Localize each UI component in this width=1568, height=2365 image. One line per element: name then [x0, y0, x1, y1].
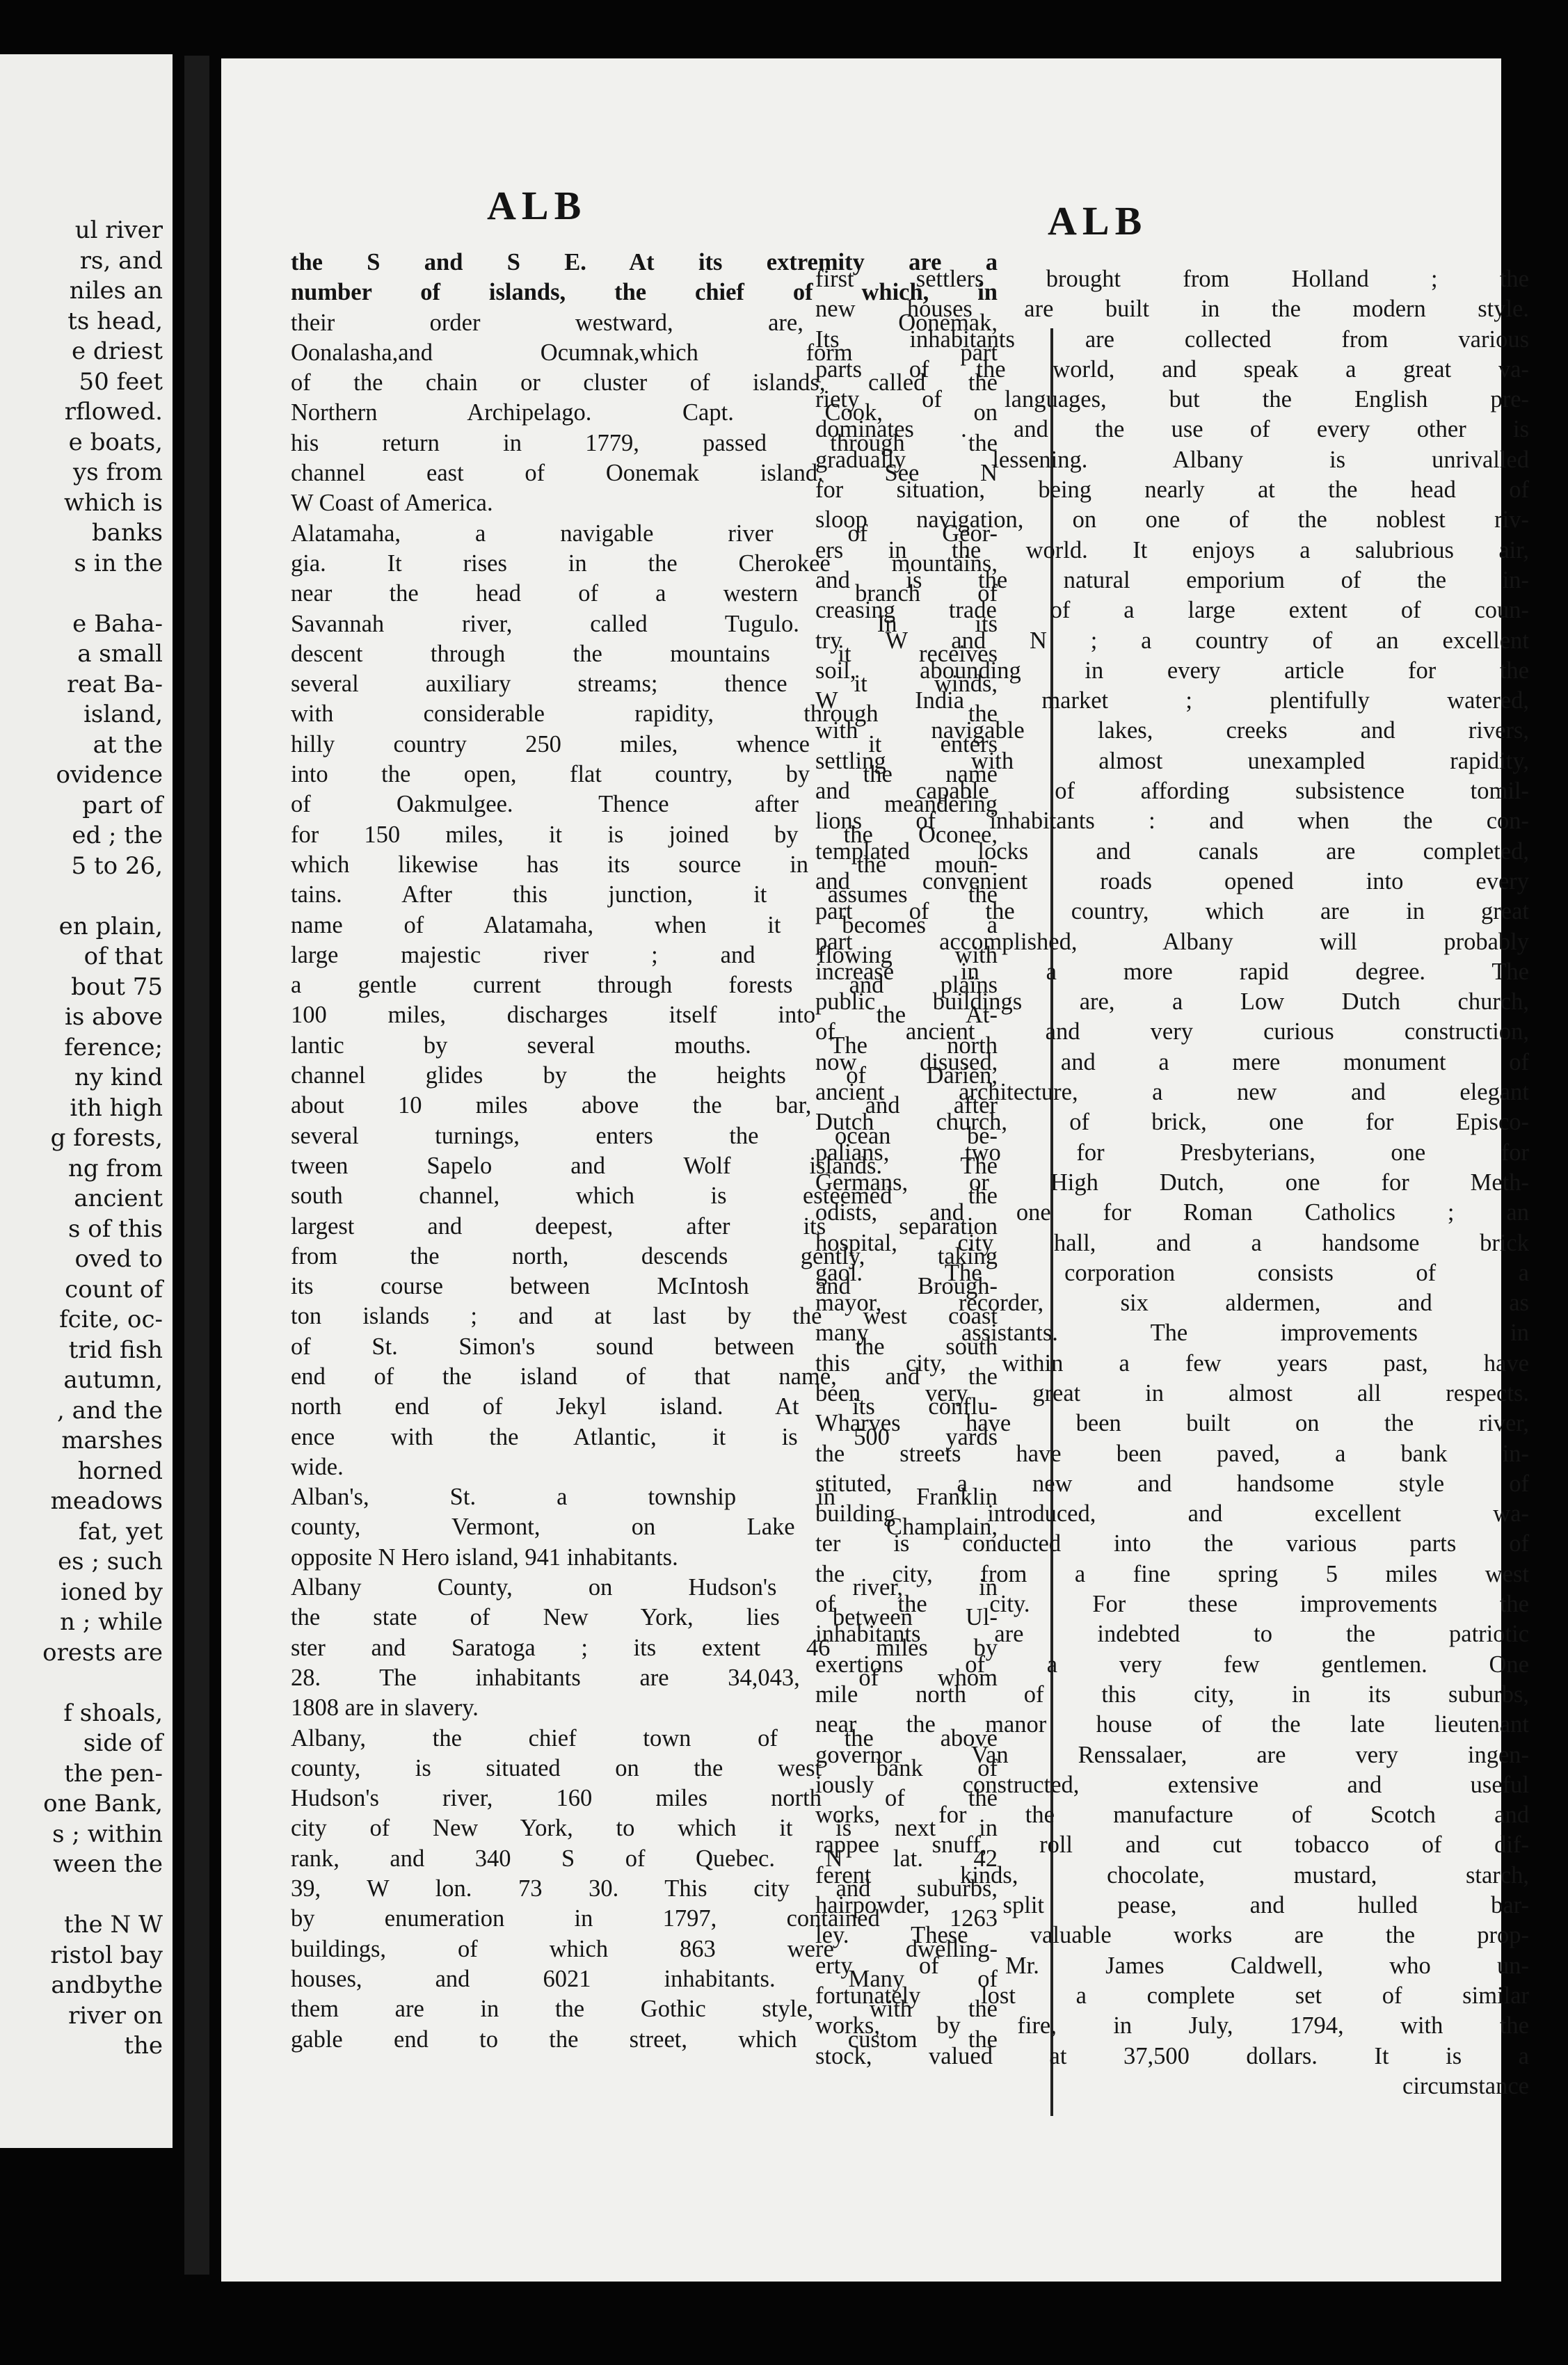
text-line: ton islands ; and at last by the west coast [291, 1303, 998, 1330]
fragment-line: ny kind [74, 1064, 163, 1091]
text-line: with considerable rapidity, through the [291, 700, 998, 728]
text-line: building introduced, and excellent wa- [815, 1500, 1529, 1528]
fragment-line: g forests, [50, 1124, 163, 1152]
text-line: first settlers brought from Holland ; the [815, 266, 1529, 292]
fragment-line: e boats, [68, 428, 163, 456]
text-line: hilly country 250 miles, whence it enters [291, 730, 998, 757]
text-line: large majestic river ; and flowing with [291, 941, 998, 968]
fragment-line: n ; while [60, 1608, 163, 1636]
text-line: exertions of a very few gentlemen. One [815, 1651, 1529, 1678]
text-line: channel east of Oonemak island. See N [291, 460, 998, 487]
text-line: his return in 1779, passed through the [291, 429, 998, 456]
text-line: public buildings are, a Low Dutch church, [815, 988, 1529, 1016]
text-line: part accomplished, Albany will probably [815, 928, 1529, 955]
text-line: and is the natural emporium of the in- [815, 566, 1529, 593]
text-line: of ancient and very curious construction, [815, 1018, 1529, 1045]
text-line: mile north of this city, in its suburbs, [815, 1681, 1529, 1708]
text-line: Alatamaha, a navigable river of Geor- [291, 520, 998, 547]
fragment-line: meadows [50, 1487, 163, 1515]
fragment-line: ovidence [56, 761, 163, 789]
text-line: near the head of a western branch of [291, 580, 998, 607]
fragment-line: ul river [74, 216, 163, 244]
fragment-line: the N W [64, 1911, 163, 1939]
text-line: buildings, of which 863 were dwelling- [291, 1935, 998, 1962]
text-line: number of islands, the chief of which, in [291, 279, 998, 306]
left-page-text [0, 216, 163, 2062]
text-line: ancient architecture, a new and elegant [815, 1079, 1529, 1106]
fragment-line: rflowed. [64, 398, 163, 426]
text-line: the state of New York, lies between Ul- [291, 1604, 998, 1631]
text-line: Germans, or High Dutch, one for Meth- [815, 1169, 1529, 1196]
text-line: Alban's, St. a township in Franklin [291, 1484, 998, 1511]
text-line: Hudson's river, 160 miles north of the [291, 1785, 998, 1812]
right-text-column [815, 264, 1529, 2101]
text-line: for situation, being nearly at the head of [815, 476, 1529, 504]
text-line: 28. The inhabitants are 34,043, of whom [291, 1664, 998, 1691]
text-line: 39, W lon. 73 30. This city and suburbs, [291, 1875, 998, 1902]
text-line: descent through the mountains it receives [291, 640, 998, 667]
fragment-line: a small [77, 640, 163, 668]
fragment-line: ys from [72, 458, 163, 486]
text-line: of the chain or cluster of islands, called the [291, 369, 998, 396]
text-line: wide. [291, 1453, 344, 1480]
text-line: county, Vermont, on Lake Champlain, [291, 1514, 998, 1541]
text-line: governor Van Renssalaer, are very ingen- [815, 1741, 1529, 1768]
text-line: dominates . and the use of every other is [815, 416, 1529, 443]
text-line: houses, and 6021 inhabitants. Many of [291, 1965, 998, 1992]
fragment-line: which is [64, 488, 163, 517]
text-line: this city, within a few years past, have [815, 1349, 1529, 1377]
text-line: end of the island of that name, and the [291, 1363, 998, 1390]
text-line: part of the country, which are in great [815, 898, 1529, 925]
fragment-line: fcite, oc- [59, 1306, 163, 1333]
fragment-line: of that [83, 943, 163, 970]
text-line: of the city. For these improvements the [815, 1591, 1529, 1618]
text-line: try W and N ; a country of an excellent [815, 627, 1529, 654]
fragment-line: rs, and [79, 246, 163, 275]
text-line: mayor, recorder, six aldermen, and as [815, 1290, 1529, 1317]
text-line: now disused, and a mere monument of [815, 1048, 1529, 1075]
text-line: lantic by several mouths. The north [291, 1032, 998, 1059]
text-line: new houses are built in the modern style. [815, 296, 1529, 323]
text-line: largest and deepest, after its separation [291, 1212, 998, 1240]
running-header-right: ALB [1048, 198, 1148, 243]
running-header-left: ALB [487, 183, 587, 228]
text-line: with navigable lakes, creeks and rivers, [815, 717, 1529, 744]
text-line: Albany, the chief town of the above [291, 1724, 998, 1751]
fragment-line: 5 to 26, [71, 851, 163, 880]
fragment-line [0, 1668, 163, 1699]
fragment-line: part of [82, 791, 163, 819]
fragment-line: andbythe [51, 1971, 163, 1999]
text-line: hairpowder, split pease, and hulled bar- [815, 1892, 1529, 1919]
text-line: by enumeration in 1797, contained 1263 [291, 1905, 998, 1932]
text-line: south channel, which is esteemed the [291, 1182, 998, 1210]
book-gutter [184, 56, 209, 2275]
fragment-line: ancient [74, 1185, 163, 1212]
fragment-line [0, 881, 163, 912]
text-line: tween Sapelo and Wolf islands. The [291, 1152, 998, 1179]
fragment-line: one Bank, [43, 1790, 163, 1818]
fragment-line: banks [92, 519, 163, 547]
text-line: erty of Mr. James Caldwell, who un- [815, 1952, 1529, 1979]
text-line: W Coast of America. [291, 490, 493, 517]
fragment-line: ts head, [67, 307, 163, 335]
text-line: hospital, city hall, and a handsome brick [815, 1229, 1529, 1256]
text-line: a gentle current through forests and plains [291, 972, 998, 999]
text-line: the city, from a fine spring 5 miles west [815, 1560, 1529, 1587]
fragment-line: f shoals, [63, 1699, 163, 1727]
text-line: stock, valued at 37,500 dollars. It is a [815, 2042, 1529, 2069]
left-page-fragment [0, 54, 173, 2148]
text-line: gaol. The corporation consists of a [815, 1259, 1529, 1286]
fragment-line: s in the [74, 549, 163, 577]
text-line: 100 miles, discharges itself into the At- [291, 1002, 998, 1029]
text-line: Northern Archipelago. Capt. Cook, on [291, 399, 998, 426]
fragment-line: en plain, [58, 912, 163, 940]
fragment-line: niles an [69, 277, 163, 305]
text-line: north end of Jekyl island. At its conflu- [291, 1393, 998, 1420]
text-line: been very great in almost all respects. [815, 1379, 1529, 1406]
text-line: ter is conducted into the various parts of [815, 1530, 1529, 1557]
fragment-line: e driest [71, 337, 163, 365]
fragment-line: e Baha- [72, 609, 163, 638]
text-line: near the manor house of the late lieutenant [815, 1711, 1529, 1738]
text-line: gradually lessening. Albany is unrivalled [815, 446, 1529, 473]
text-line: about 10 miles above the bar, and after [291, 1092, 998, 1119]
fragment-line: count of [65, 1275, 163, 1304]
text-line: soil, abounding in every article for the [815, 657, 1529, 684]
fragment-line: trid fish [68, 1336, 163, 1364]
text-line: opposite N Hero island, 941 inhabitants. [291, 1544, 678, 1571]
text-line: them are in the Gothic style, with the [291, 1996, 998, 2023]
text-line: their order westward, are, Oonemak, [291, 309, 998, 336]
fragment-line: autumn, [63, 1366, 163, 1394]
text-line: Oonalasha,and Ocumnak,which form part [291, 339, 998, 366]
fragment-line: side of [83, 1729, 163, 1757]
text-line: of St. Simon's sound between the south [291, 1333, 998, 1360]
text-line: stituted, a new and handsome style of [815, 1470, 1529, 1497]
fragment-line: oved to [74, 1245, 163, 1273]
fragment-line: at the [93, 730, 163, 759]
fragment-line: es ; such [58, 1548, 163, 1576]
text-line: into the open, flat country, by the name [291, 761, 998, 788]
text-line: and capable of affording subsistence tomil- [815, 778, 1529, 805]
fragment-line: s ; within [52, 1820, 163, 1848]
text-line: W India market ; plentifully watered, [815, 687, 1529, 714]
main-page [221, 58, 1529, 2282]
fragment-line: the [124, 2032, 163, 2060]
fragment-line [0, 579, 163, 609]
text-line: its course between McIntosh and Brough- [291, 1273, 998, 1300]
text-line: ley. These valuable works are the prop- [815, 1922, 1529, 1949]
text-line: Wharves have been built on the river, [815, 1410, 1529, 1437]
fragment-line: ed ; the [72, 821, 163, 849]
text-line: 1808 are in slavery. [291, 1694, 479, 1722]
fragment-line: ith high [70, 1093, 163, 1122]
text-line: Its inhabitants are collected from various [815, 326, 1529, 353]
fragment-line: river on [68, 2001, 163, 2030]
text-line: templated locks and canals are completed, [815, 837, 1529, 865]
text-line: Savannah river, called Tugulo. In its [291, 610, 998, 637]
text-line: and convenient roads opened into every [815, 867, 1529, 895]
fragment-line: is above [65, 1003, 163, 1031]
fragment-line: , and the [56, 1396, 163, 1425]
text-line: parts of the world, and speak a great va- [815, 355, 1529, 383]
fragment-line: bout 75 [71, 972, 163, 1001]
text-line: lions of inhabitants : and when the con- [815, 808, 1529, 835]
text-line: Dutch church, of brick, one for Episco- [815, 1109, 1529, 1136]
text-line: settling with almost unexampled rapidity, [815, 747, 1529, 774]
text-line: odists, and one for Roman Catholics ; an [815, 1199, 1529, 1226]
text-line: works, for the manufacture of Scotch and [815, 1802, 1529, 1829]
text-line: of Oakmulgee. Thence after meandering [291, 791, 998, 818]
text-line: circumstance [1402, 2072, 1529, 2099]
fragment-line [0, 1880, 163, 1911]
text-line: gia. It rises in the Cherokee mountains, [291, 550, 998, 577]
text-line: iously constructed, extensive and useful [815, 1771, 1529, 1798]
text-line: several auxiliary streams; thence it winds, [291, 671, 998, 698]
text-line: Albany County, on Hudson's river, in [291, 1574, 998, 1601]
text-line: tains. After this junction, it assumes the [291, 881, 998, 908]
fragment-line: the pen- [64, 1759, 163, 1788]
text-line: sloop navigation, on one of the noblest riv- [815, 506, 1529, 534]
text-line: the streets have been paved, a bank in- [815, 1440, 1529, 1467]
text-line: ferent kinds, chocolate, mustard, starch, [815, 1861, 1529, 1889]
text-line: ster and Saratoga ; its extent 46 miles by [291, 1634, 998, 1661]
fragment-line: s of this [68, 1214, 163, 1243]
text-line: city of New York, to which it is next in [291, 1815, 998, 1842]
text-line: many assistants. The improvements in [815, 1320, 1529, 1347]
text-line: creasing trade of a large extent of coun- [815, 597, 1529, 624]
text-line: palians, two for Presbyterians, one for [815, 1139, 1529, 1166]
text-line: gable end to the street, which custom the [291, 2026, 998, 2053]
text-line: works, by fire, in July, 1794, with the [815, 2012, 1529, 2039]
text-line: name of Alatamaha, when it becomes a [291, 911, 998, 938]
text-line: rappee snuff, roll and cut tobacco of dif- [815, 1831, 1529, 1859]
fragment-line: reat Ba- [67, 670, 163, 698]
text-line: ers in the world. It enjoys a salubrious air, [815, 536, 1529, 563]
fragment-line: fat, yet [78, 1517, 163, 1546]
text-line: increase in a more rapid degree. The [815, 958, 1529, 985]
fragment-line: ristol bay [50, 1941, 163, 1969]
text-line: riety of languages, but the English pre- [815, 386, 1529, 413]
text-line: fortunately lost a complete set of similar [815, 1982, 1529, 2009]
fragment-line: island, [83, 700, 163, 728]
text-line: several turnings, enters the ocean be- [291, 1122, 998, 1149]
text-line: from the north, descends gently, taking [291, 1242, 998, 1269]
fragment-line: orests are [42, 1638, 163, 1667]
fragment-line: marshes [61, 1427, 163, 1454]
text-line: inhabitants are indebted to the patriotic [815, 1621, 1529, 1648]
fragment-line: ioned by [61, 1578, 163, 1606]
text-line: rank, and 340 S of Quebec. N lat. 42 [291, 1845, 998, 1872]
fragment-line: ng from [67, 1154, 163, 1182]
text-line: county, is situated on the west bank of [291, 1754, 998, 1781]
text-line: which likewise has its source in the moun- [291, 851, 998, 878]
fragment-line: horned [77, 1457, 163, 1485]
fragment-line: 50 feet [79, 367, 163, 396]
text-line: channel glides by the heights of Darien, [291, 1062, 998, 1089]
fragment-line: ween the [53, 1850, 163, 1878]
text-line: ence with the Atlantic, it is 500 yards [291, 1423, 998, 1450]
text-line: for 150 miles, it is joined by the Oconee, [291, 821, 998, 848]
fragment-line: ference; [64, 1033, 163, 1061]
text-line: the S and S E. At its extremity are a [291, 249, 998, 275]
